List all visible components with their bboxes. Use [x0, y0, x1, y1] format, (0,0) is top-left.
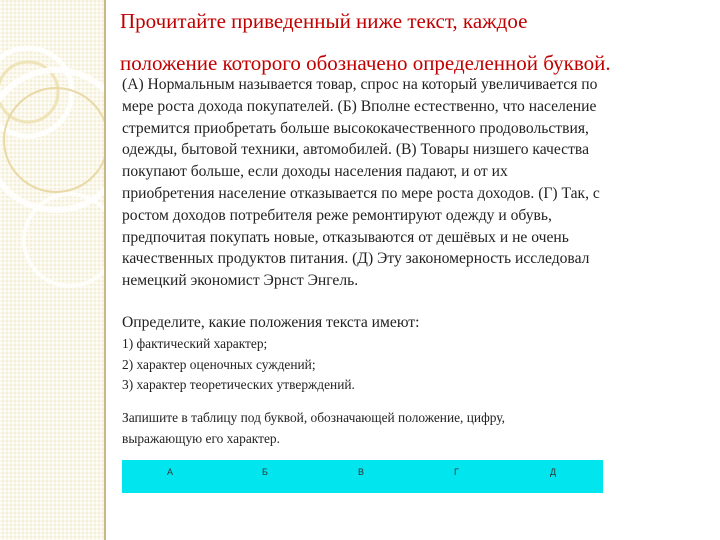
title-line-2: положение которого обозначено определенной буквой. — [120, 51, 611, 75]
passage-line: предпочитая покупать новые, отказываются от дешёвых и не очень — [122, 228, 569, 246]
passage-line: немецкий экономист Эрнст Энгель. — [122, 272, 359, 290]
passage-line: качественных продуктов питания. (Д) Эту закономерность исследовал — [122, 250, 590, 268]
table-header-b: Б — [262, 467, 268, 477]
option-item: 2) характер оценочных суждений; — [122, 356, 316, 372]
table-header-g: Г — [454, 467, 459, 477]
passage-line: приобретения население отказывается по мере роста доходов. (Г) Так, с — [122, 184, 600, 202]
instruction-line: Запишите в таблицу под буквой, обозначающей положение, цифру, — [122, 410, 505, 425]
instruction-text — [122, 408, 714, 449]
passage-line: одежды, бытовой техники, автомобилей. (В) Товары низшего качества — [122, 141, 589, 159]
passage-line: мере роста дохода покупателей. (Б) Вполне естественно, что население — [122, 97, 597, 115]
decorative-side-panel — [0, 0, 106, 540]
option-item: 1) фактический характер; — [122, 336, 268, 351]
table-header-d: Д — [550, 467, 557, 477]
table-header-v: В — [358, 467, 365, 477]
passage-line: стремится приобретать больше высококачественного продовольствия, — [122, 119, 589, 137]
passage-line: покупают больше, если доходы населения падают, и от их — [122, 163, 508, 181]
passage-text — [122, 74, 714, 292]
passage-line: (А) Нормальным называется товар, спрос на который увеличивается по — [122, 76, 598, 93]
answer-table — [122, 460, 603, 493]
title-line-1: Прочитайте приведенный ниже текст, каждое — [120, 9, 528, 33]
question-options — [122, 334, 714, 396]
instruction-line: выражающую его характер. — [122, 430, 280, 446]
table-header-a: А — [167, 467, 174, 477]
question-intro: Определите, какие положения текста имеют: — [122, 314, 420, 331]
decorative-rings-icon — [0, 0, 106, 540]
passage-line: ростом доходов потребителя реже ремонтируют одежду и обувь, — [122, 206, 552, 224]
option-item: 3) характер теоретических утверждений. — [122, 377, 355, 392]
panel-divider — [104, 0, 106, 540]
